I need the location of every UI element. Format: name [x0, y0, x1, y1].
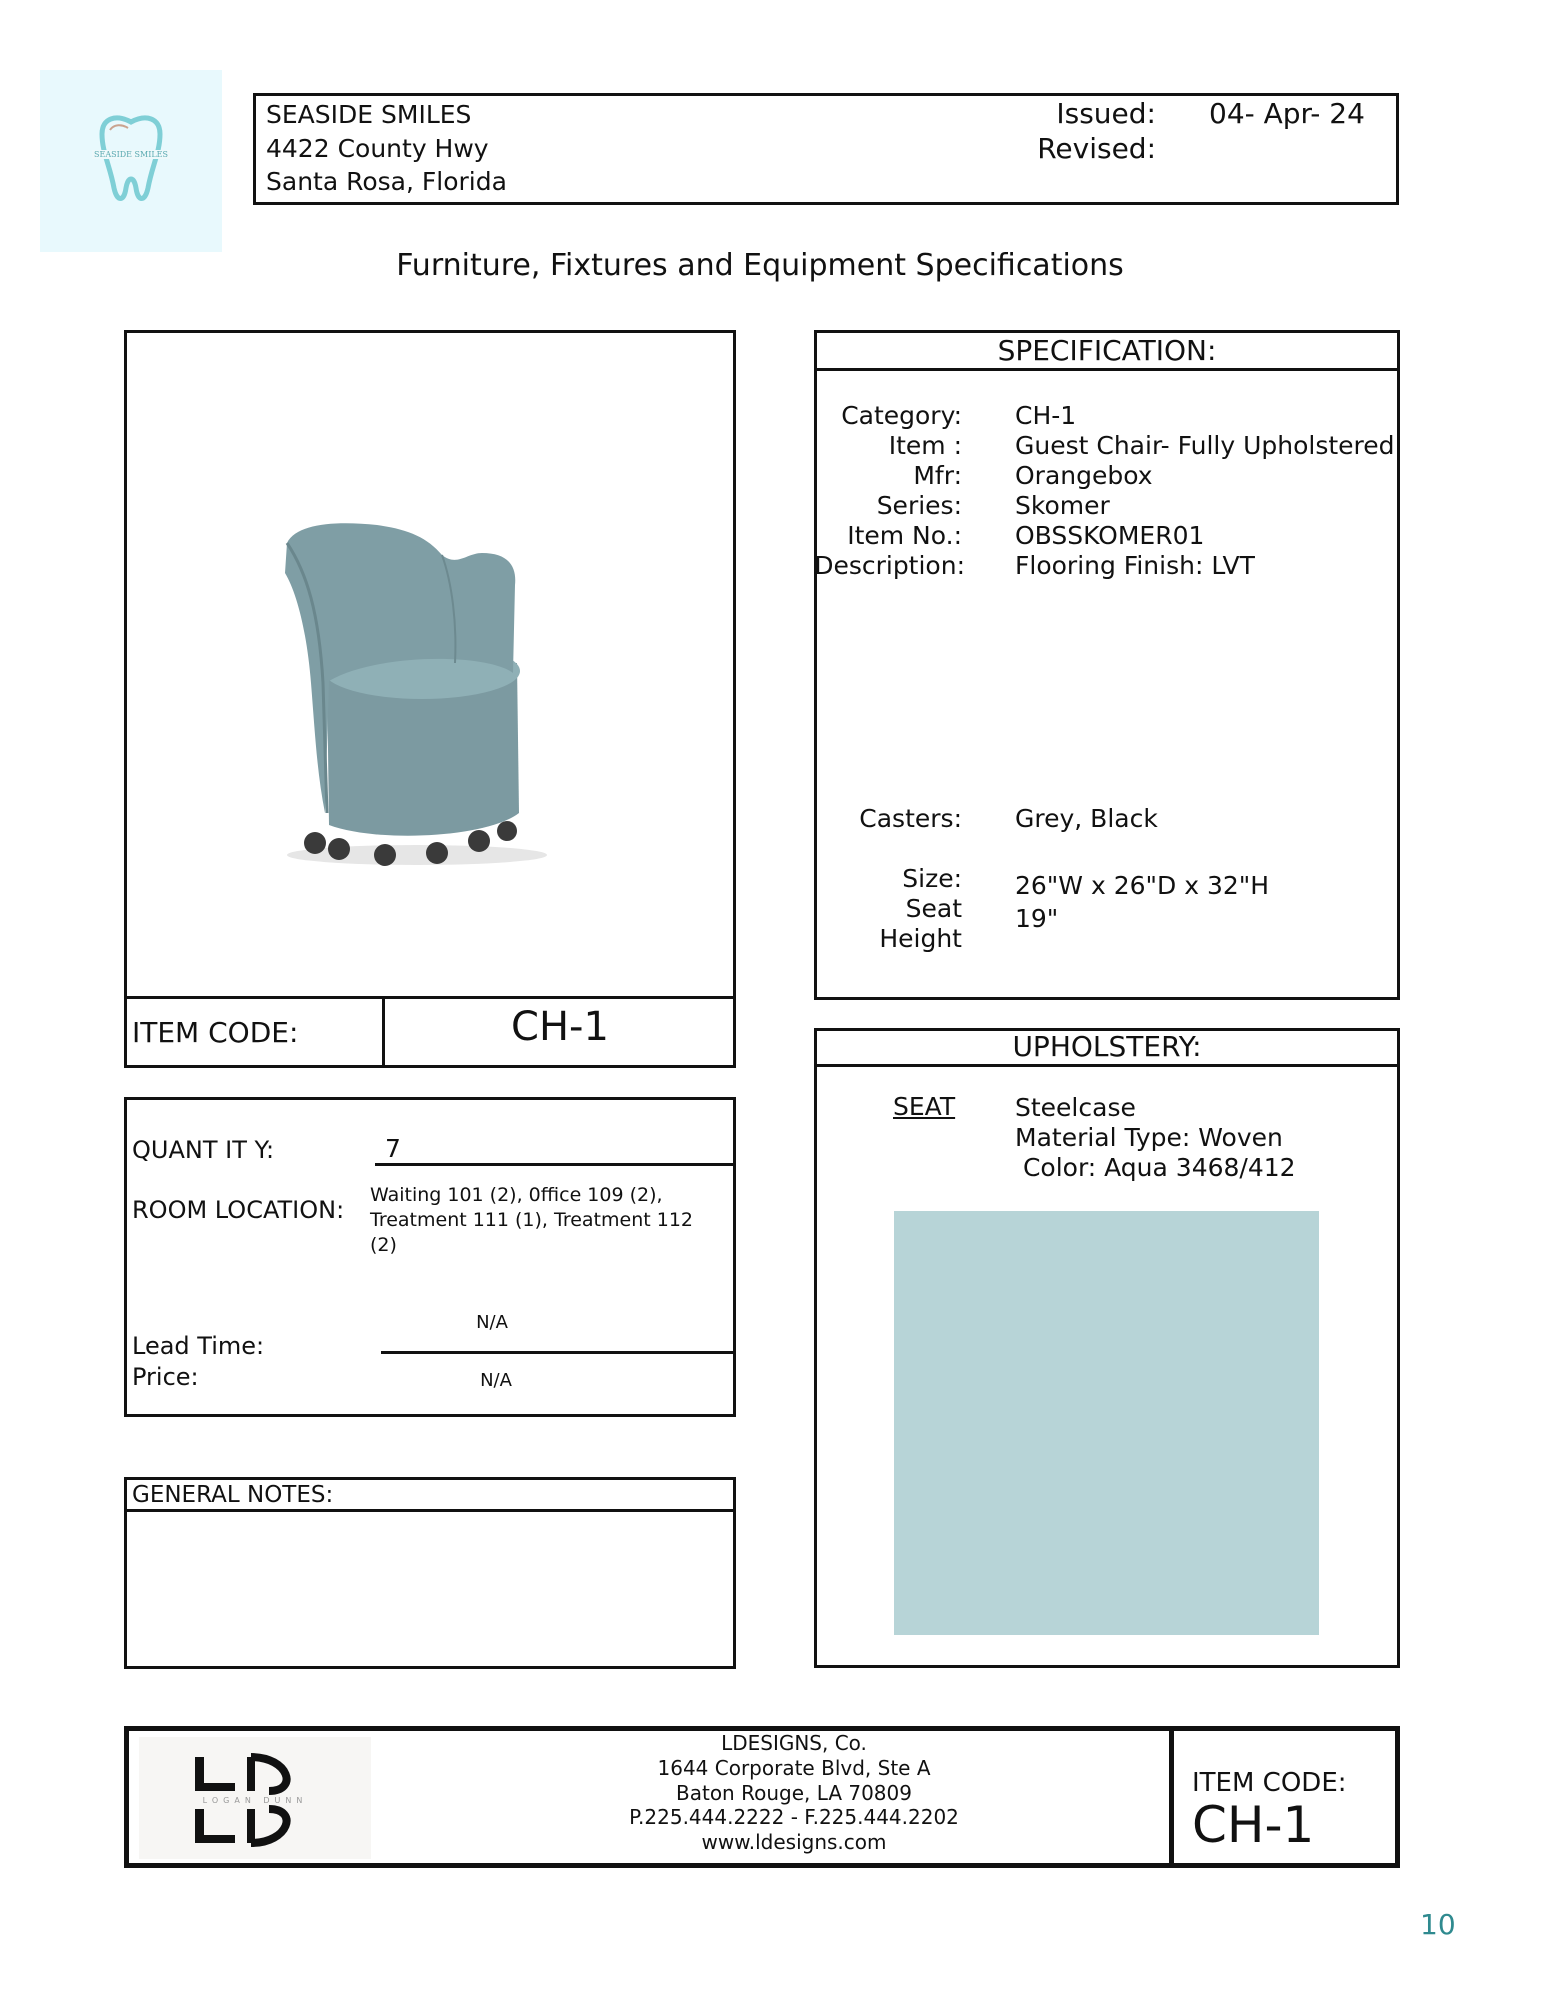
issued-label: Issued: — [1056, 97, 1156, 130]
seat-height-label: Seat — [905, 894, 962, 923]
price-value: N/A — [480, 1370, 512, 1391]
page-number: 10 — [1420, 1908, 1456, 1941]
spec-value: Orangebox — [1015, 461, 1153, 490]
seat-height-label-2: Height — [879, 924, 962, 953]
footer-company: LDESIGNS, Co. — [721, 1731, 867, 1755]
footer-website: www.ldesigns.com — [701, 1830, 887, 1854]
footer-phone: P.225.444.2222 - F.225.444.2202 — [629, 1805, 959, 1829]
spec-value: CH-1 — [1015, 401, 1077, 430]
item-code-label: ITEM CODE: — [132, 1016, 299, 1049]
project-header — [253, 93, 1399, 205]
tooth-logo-icon — [40, 70, 222, 252]
spec-label: Category: — [841, 401, 962, 430]
spec-value: Guest Chair- Fully Upholstered — [1015, 431, 1395, 460]
size-label: Size: — [902, 864, 962, 893]
footer-address2: Baton Rouge, LA 70809 — [676, 1781, 912, 1805]
client-logo — [40, 70, 222, 252]
quantity-value: 7 — [385, 1134, 401, 1163]
fabric-swatch — [894, 1211, 1319, 1635]
footer-address1: 1644 Corporate Blvd, Ste A — [657, 1756, 931, 1780]
lead-time-value: N/A — [476, 1312, 508, 1333]
spec-label: Item : — [888, 431, 962, 460]
upholstery-color: Color: Aqua 3468/412 — [1015, 1153, 1296, 1182]
client-name: SEASIDE SMILES — [266, 100, 472, 129]
product-photo-panel — [124, 330, 736, 999]
client-address-line2: Santa Rosa, Florida — [266, 167, 507, 196]
item-code-row — [124, 996, 736, 1068]
upholstery-panel — [814, 1028, 1400, 1668]
lead-time-label: Lead Time: — [132, 1332, 265, 1360]
footer-item-code-value: CH-1 — [1192, 1796, 1315, 1854]
specification-panel — [814, 330, 1400, 1000]
spec-label: Item No.: — [847, 521, 962, 550]
spec-value: Flooring Finish: LVT — [1015, 551, 1255, 580]
upholstery-heading: UPHOLSTERY: — [817, 1029, 1397, 1067]
general-notes-panel — [124, 1477, 736, 1669]
ld-monogram-icon — [139, 1737, 371, 1859]
seat-height-value: 19" — [1015, 904, 1059, 933]
specification-heading: SPECIFICATION: — [817, 333, 1397, 371]
footer-item-code-label: ITEM CODE: — [1192, 1768, 1347, 1798]
room-location-label: ROOM LOCATION: — [132, 1196, 345, 1224]
ld-logo — [139, 1737, 371, 1859]
casters-label: Casters: — [859, 804, 962, 833]
svg-text:LOGAN DUNN: LOGAN DUNN — [202, 1796, 308, 1805]
chair-image — [267, 513, 567, 873]
casters-value: Grey, Black — [1015, 804, 1158, 833]
spec-value: OBSSKOMER01 — [1015, 521, 1205, 550]
general-notes-heading: GENERAL NOTES: — [127, 1480, 733, 1512]
quantity-panel — [124, 1097, 736, 1417]
quantity-label: QUANT IT Y: — [132, 1136, 275, 1164]
spec-label: Description: — [814, 551, 965, 580]
spec-value: Skomer — [1015, 491, 1110, 520]
price-label: Price: — [132, 1363, 199, 1391]
issued-date: 04- Apr- 24 — [1209, 97, 1365, 130]
size-value: 26"W x 26"D x 32"H — [1015, 871, 1270, 900]
client-address-line1: 4422 County Hwy — [266, 134, 489, 163]
footer — [124, 1726, 1400, 1868]
spec-label: Mfr: — [913, 461, 962, 490]
svg-text:SEASIDE SMILES: SEASIDE SMILES — [94, 150, 168, 159]
seat-label: SEAT — [893, 1092, 956, 1121]
upholstery-manufacturer: Steelcase — [1015, 1093, 1136, 1122]
page-title: Furniture, Fixtures and Equipment Specifications — [396, 248, 1124, 283]
upholstery-material: Material Type: Woven — [1015, 1123, 1283, 1152]
item-code-value: CH-1 — [511, 1004, 609, 1050]
revised-label: Revised: — [1037, 132, 1156, 165]
spec-label: Series: — [876, 491, 962, 520]
room-location-value: Waiting 101 (2), 0ffice 109 (2), Treatment 111 (1), Treatment 112 (2) — [370, 1184, 693, 1256]
